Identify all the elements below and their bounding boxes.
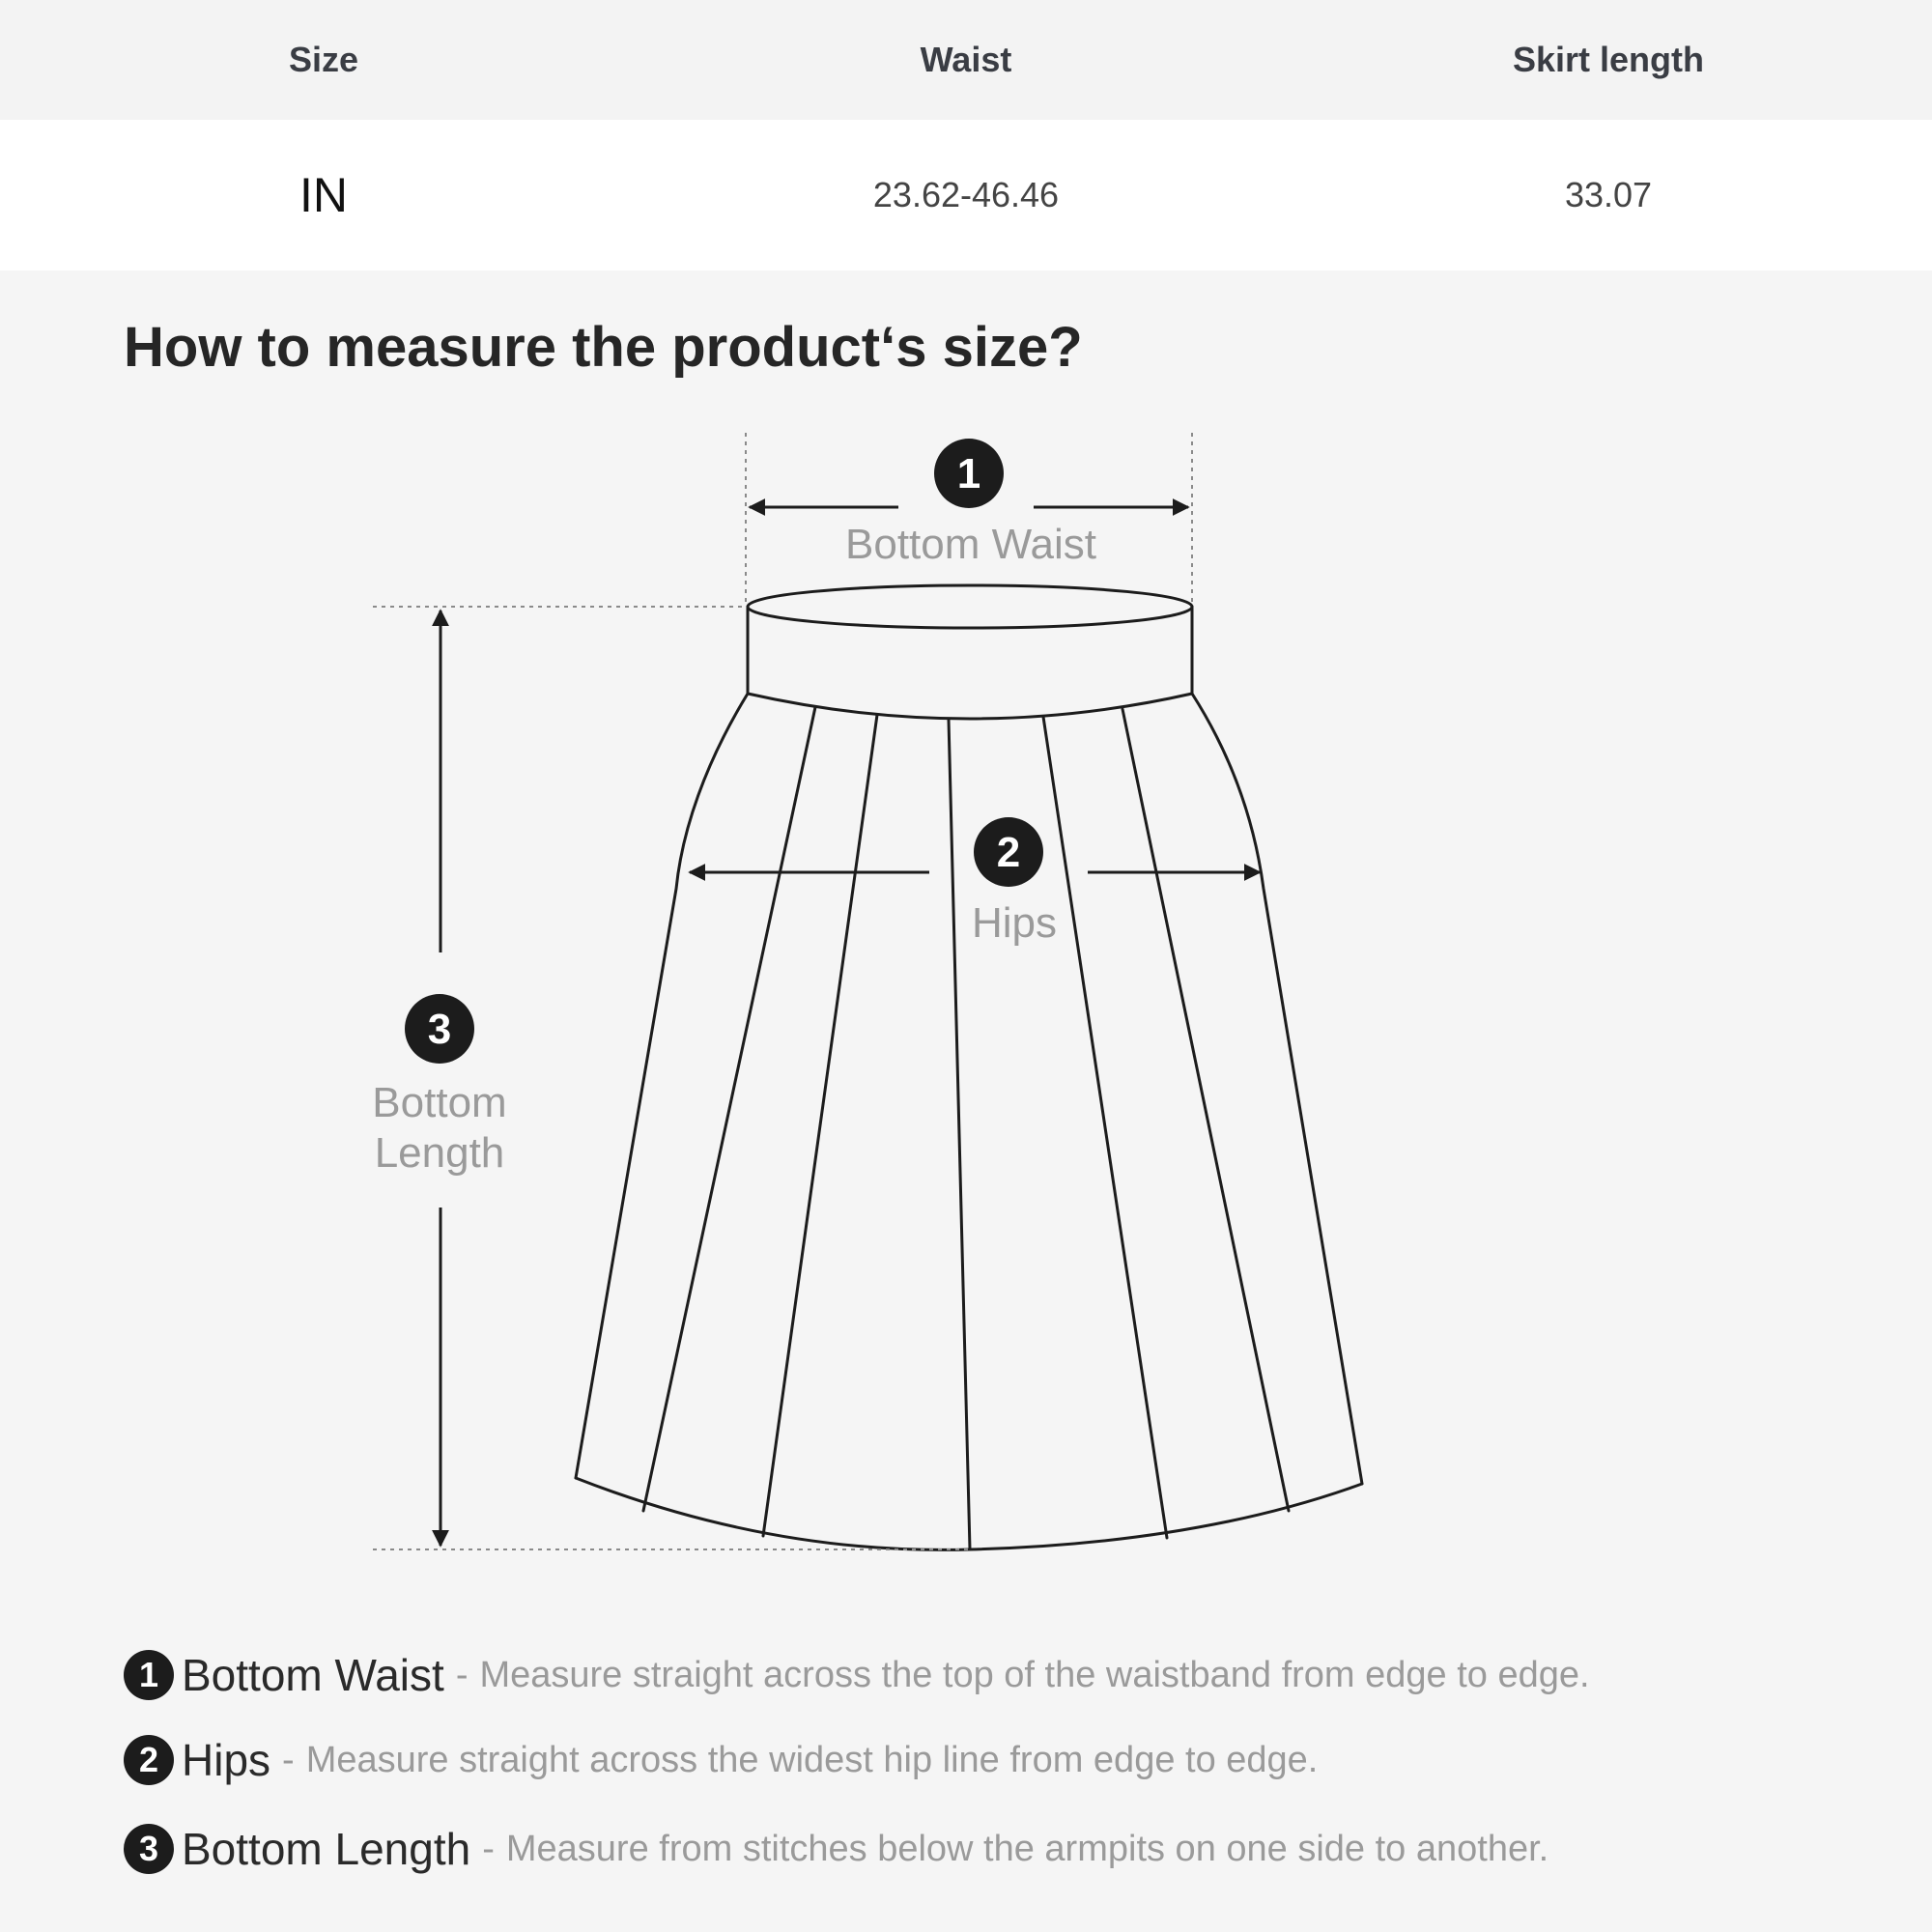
legend-number-badge: 1 xyxy=(124,1650,174,1700)
legend-separator: - xyxy=(482,1828,495,1869)
header-skirt-length: Skirt length xyxy=(1512,40,1705,79)
legend-item-bottom-length xyxy=(124,1820,1920,1878)
legend-term: Bottom Waist xyxy=(182,1650,444,1700)
section-title: How to measure the product‘s size? xyxy=(124,316,1083,379)
skirt-pleat xyxy=(643,707,815,1511)
dotted-guide-lines xyxy=(373,433,1192,1549)
waist-measure xyxy=(750,439,1188,568)
legend-description: Measure from stitches below the armpits on one side to another. xyxy=(505,1828,1549,1869)
skirt-illustration xyxy=(576,585,1362,1549)
skirt-right-side xyxy=(1192,694,1362,1484)
waist-label: Bottom Waist xyxy=(845,521,1096,568)
skirt-pleat xyxy=(949,720,970,1549)
skirt-pleat xyxy=(763,715,877,1536)
legend-term: Bottom Length xyxy=(182,1824,471,1874)
length-label-line2: Length xyxy=(374,1129,505,1177)
hips-number: 2 xyxy=(996,829,1021,876)
length-label-line1: Bottom xyxy=(372,1079,507,1126)
cell-waist: 23.62-46.46 xyxy=(872,175,1060,214)
skirt-left-side xyxy=(576,694,748,1478)
legend-description: Measure straight across the top of the waistband from edge to edge. xyxy=(479,1654,1590,1695)
legend-item-hips xyxy=(124,1731,1920,1789)
legend-item-bottom-waist xyxy=(124,1646,1920,1704)
hips-measure xyxy=(690,817,1260,947)
cell-size: IN xyxy=(299,168,348,222)
length-measure xyxy=(372,611,506,1546)
legend-number-badge: 3 xyxy=(124,1824,174,1874)
header-size: Size xyxy=(288,40,359,79)
legend-description: Measure straight across the widest hip line from edge to edge. xyxy=(305,1739,1319,1780)
header-waist: Waist xyxy=(920,40,1012,79)
length-number: 3 xyxy=(427,1006,452,1053)
legend-separator: - xyxy=(282,1739,295,1780)
cell-skirt-length: 33.07 xyxy=(1564,175,1653,214)
legend-number-badge: 2 xyxy=(124,1735,174,1785)
waist-number: 1 xyxy=(956,450,981,497)
hips-label: Hips xyxy=(971,899,1058,947)
legend-term: Hips xyxy=(182,1735,271,1785)
skirt-pleat xyxy=(1122,709,1289,1511)
legend-separator: - xyxy=(455,1654,469,1695)
waistband-top xyxy=(748,585,1192,628)
